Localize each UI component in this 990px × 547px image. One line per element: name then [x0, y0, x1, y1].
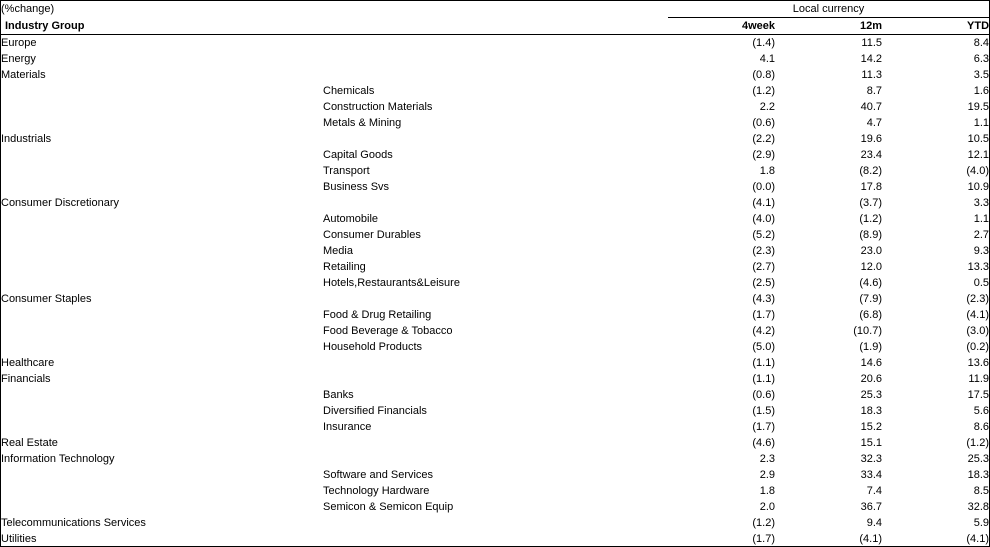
row-subgroup-label [323, 435, 668, 451]
row-value-12m: 12.0 [860, 261, 882, 273]
row-value-ytd: (2.3) [966, 293, 990, 305]
row-group-label: Healthcare [1, 357, 55, 369]
row-group-label [1, 163, 323, 179]
row-value-4week: (1.1) [752, 373, 775, 385]
row-group-label [1, 147, 323, 163]
table-row [1, 67, 990, 83]
row-value-ytd: 8.5 [973, 485, 990, 497]
row-value-4week: (1.7) [752, 421, 775, 433]
row-value-4week: 1.8 [759, 165, 775, 177]
row-value-ytd: 1.1 [973, 117, 990, 129]
row-subgroup-label [323, 451, 668, 467]
row-group-label: Information Technology [1, 453, 115, 465]
row-subgroup-label [323, 51, 668, 67]
row-group-label: Energy [1, 53, 36, 65]
row-subgroup-label: Metals & Mining [323, 117, 402, 129]
row-group-label [1, 243, 323, 259]
row-value-4week: (4.1) [752, 197, 775, 209]
row-subgroup-label: Chemicals [323, 85, 375, 97]
row-group-label: Consumer Discretionary [1, 197, 119, 209]
row-value-ytd: 18.3 [967, 469, 990, 481]
row-value-12m: 11.3 [861, 69, 882, 81]
row-group-label [1, 499, 323, 515]
row-subgroup-label [323, 35, 668, 52]
row-value-12m: 36.7 [860, 501, 882, 513]
table-row [1, 115, 990, 131]
row-value-12m: (10.7) [853, 325, 882, 337]
table-row [1, 307, 990, 323]
table-row [1, 419, 990, 435]
row-value-ytd: 10.5 [967, 133, 990, 145]
row-group-label [1, 339, 323, 355]
row-value-4week: (1.2) [752, 85, 775, 97]
row-value-12m: (3.7) [859, 197, 882, 209]
row-value-4week: 1.8 [759, 485, 775, 497]
row-value-ytd: 11.9 [968, 373, 990, 385]
table-row [1, 259, 990, 275]
table-row [1, 531, 990, 547]
row-subgroup-label [323, 291, 668, 307]
row-value-4week: (1.4) [752, 37, 775, 49]
row-group-label: Utilities [1, 531, 323, 547]
table-row [1, 387, 990, 403]
row-group-label [1, 275, 323, 291]
row-group-label [1, 83, 323, 99]
row-value-ytd: (4.1) [966, 309, 990, 321]
row-group-label: Industrials [1, 133, 52, 145]
row-value-4week: (1.7) [752, 309, 775, 321]
row-value-12m: 7.4 [866, 485, 882, 497]
row-value-12m: 15.1 [860, 437, 882, 449]
row-value-ytd: 3.5 [973, 69, 990, 81]
table-row [1, 147, 990, 163]
header-spacer [323, 1, 668, 18]
row-value-ytd: 9.3 [973, 245, 990, 257]
table-row [1, 499, 990, 515]
row-value-4week: (1.2) [752, 517, 775, 529]
table-row [1, 275, 990, 291]
row-subgroup-label: Household Products [323, 341, 423, 353]
row-value-12m: (4.1) [775, 531, 882, 547]
industry-group-label: Industry Group [1, 18, 323, 35]
row-subgroup-label [323, 531, 668, 547]
row-group-label [1, 307, 323, 323]
row-value-ytd: (3.0) [966, 325, 990, 337]
row-value-12m: (1.9) [859, 341, 882, 353]
row-value-ytd: 6.3 [973, 53, 990, 65]
row-subgroup-label: Consumer Durables [323, 229, 421, 241]
row-subgroup-label: Media [323, 245, 353, 257]
row-value-4week: (2.9) [752, 149, 775, 161]
row-value-4week: (4.2) [752, 325, 775, 337]
row-value-ytd: 32.8 [967, 501, 990, 513]
row-value-12m: 33.4 [860, 469, 882, 481]
units-label: (%change) [1, 3, 55, 16]
row-subgroup-label [323, 195, 668, 211]
table-row [1, 515, 990, 531]
row-value-12m: 23.0 [860, 245, 882, 257]
row-value-4week: 4.1 [759, 53, 775, 65]
header-row-units [1, 1, 990, 18]
row-value-ytd: 10.9 [967, 181, 990, 193]
table-row [1, 355, 990, 371]
row-group-label: Telecommunications Services [1, 517, 146, 529]
row-subgroup-label: Capital Goods [323, 149, 393, 161]
row-subgroup-label: Food & Drug Retailing [323, 309, 432, 321]
row-value-12m: 11.5 [861, 37, 882, 49]
header-row-columns [1, 18, 990, 35]
table-row [1, 211, 990, 227]
row-value-4week: (0.6) [752, 117, 775, 129]
column-header-12m: 12m [775, 18, 882, 35]
table-row [1, 339, 990, 355]
row-value-12m: (1.2) [859, 213, 882, 225]
row-value-ytd: 2.7 [973, 229, 990, 241]
table-row [1, 403, 990, 419]
row-value-4week: (1.1) [752, 357, 775, 369]
row-value-12m: 17.8 [860, 181, 882, 193]
row-value-ytd: 8.6 [973, 421, 990, 433]
table-row [1, 131, 990, 147]
row-group-label [1, 115, 323, 131]
row-value-ytd: (0.2) [966, 341, 990, 353]
row-subgroup-label: Construction Materials [323, 101, 433, 113]
row-value-4week: 2.9 [759, 469, 775, 481]
row-value-ytd: 3.3 [973, 197, 990, 209]
row-value-12m: 15.2 [860, 421, 882, 433]
row-value-12m: 40.7 [860, 101, 882, 113]
row-value-12m: 20.6 [860, 373, 882, 385]
table-row [1, 179, 990, 195]
row-subgroup-label [323, 67, 668, 83]
row-group-label [1, 483, 323, 499]
row-value-4week: 2.2 [759, 101, 775, 113]
row-value-12m: 8.7 [866, 85, 882, 97]
row-subgroup-label: Automobile [323, 213, 379, 225]
table-row [1, 435, 990, 451]
row-value-4week: (2.3) [752, 245, 775, 257]
table-row [1, 291, 990, 307]
row-subgroup-label: Diversified Financials [323, 405, 427, 417]
local-currency-label: Local currency [668, 1, 989, 18]
row-value-4week: (0.6) [752, 389, 775, 401]
row-value-4week: (2.7) [752, 261, 775, 273]
header-sub-spacer [323, 18, 668, 35]
row-value-ytd: 17.5 [967, 389, 990, 401]
row-value-12m: 14.6 [860, 357, 882, 369]
row-value-ytd: 5.6 [973, 405, 990, 417]
row-subgroup-label: Food Beverage & Tobacco [323, 325, 453, 337]
row-value-12m: 9.4 [866, 517, 882, 529]
table-row [1, 99, 990, 115]
table-row [1, 83, 990, 99]
row-group-label [1, 227, 323, 243]
table-row [1, 227, 990, 243]
row-value-12m: (8.9) [859, 229, 882, 241]
row-subgroup-label [323, 355, 668, 371]
row-subgroup-label: Software and Services [323, 469, 434, 481]
row-value-ytd: 13.6 [967, 357, 990, 369]
table-row [1, 163, 990, 179]
row-subgroup-label: Banks [323, 389, 354, 401]
row-value-ytd: 5.9 [973, 517, 990, 529]
row-subgroup-label: Semicon & Semicon Equip [323, 501, 454, 513]
row-group-label [1, 403, 323, 419]
table-row [1, 371, 990, 387]
row-value-12m: 19.6 [860, 133, 882, 145]
row-value-12m: (8.2) [859, 165, 882, 177]
row-group-label: Real Estate [1, 437, 58, 449]
row-value-12m: 32.3 [860, 453, 882, 465]
row-value-12m: 25.3 [860, 389, 882, 401]
column-header-4week: 4week [668, 18, 775, 35]
row-subgroup-label [323, 131, 668, 147]
row-value-4week: (2.2) [752, 133, 775, 145]
row-group-label [1, 99, 323, 115]
row-value-ytd: (1.2) [966, 437, 990, 449]
row-value-4week: (1.7) [668, 531, 775, 547]
row-subgroup-label [323, 515, 668, 531]
row-subgroup-label: Business Svs [323, 181, 390, 193]
performance-table [1, 1, 990, 547]
table-row [1, 451, 990, 467]
row-group-label: Consumer Staples [1, 293, 92, 305]
row-value-12m: (4.6) [859, 277, 882, 289]
row-subgroup-label: Hotels,Restaurants&Leisure [323, 277, 460, 289]
row-value-4week: 2.0 [759, 501, 775, 513]
row-value-ytd: 1.6 [973, 85, 990, 97]
row-subgroup-label: Technology Hardware [323, 485, 430, 497]
table-row [1, 323, 990, 339]
row-value-4week: (0.0) [752, 181, 775, 193]
row-value-ytd: (4.1) [882, 531, 989, 547]
row-value-ytd: 19.5 [967, 101, 990, 113]
table-row [1, 467, 990, 483]
table-row [1, 35, 990, 52]
row-group-label: Europe [1, 37, 37, 49]
row-group-label [1, 179, 323, 195]
row-group-label [1, 387, 323, 403]
row-group-label [1, 419, 323, 435]
row-value-4week: 2.3 [759, 453, 775, 465]
row-value-4week: (1.5) [752, 405, 775, 417]
row-value-4week: (2.5) [752, 277, 775, 289]
row-value-ytd: 8.4 [973, 37, 990, 49]
row-value-4week: (4.0) [752, 213, 775, 225]
row-value-4week: (4.3) [752, 293, 775, 305]
row-subgroup-label [323, 371, 668, 387]
row-group-label [1, 467, 323, 483]
row-group-label [1, 259, 323, 275]
row-group-label [1, 211, 323, 227]
row-value-12m: 23.4 [860, 149, 882, 161]
row-value-4week: (4.6) [752, 437, 775, 449]
row-group-label [1, 323, 323, 339]
row-value-ytd: 1.1 [973, 213, 990, 225]
row-value-12m: 18.3 [860, 405, 882, 417]
row-value-4week: (0.8) [752, 69, 775, 81]
row-value-ytd: 12.1 [967, 149, 990, 161]
table-row [1, 483, 990, 499]
table-body [1, 35, 990, 547]
table-row [1, 243, 990, 259]
row-value-ytd: 25.3 [967, 453, 990, 465]
row-group-label: Financials [1, 373, 51, 385]
row-value-12m: 4.7 [866, 117, 882, 129]
row-value-12m: 14.2 [860, 53, 882, 65]
row-subgroup-label: Retailing [323, 261, 366, 273]
row-value-12m: (6.8) [859, 309, 882, 321]
row-value-ytd: 0.5 [973, 277, 990, 289]
row-group-label: Materials [1, 69, 46, 81]
row-subgroup-label: Transport [323, 165, 370, 177]
row-value-4week: (5.0) [752, 341, 775, 353]
row-value-ytd: (4.0) [966, 165, 990, 177]
row-value-12m: (7.9) [859, 293, 882, 305]
row-value-4week: (5.2) [752, 229, 775, 241]
table-row [1, 51, 990, 67]
row-subgroup-label: Insurance [323, 421, 372, 433]
table-row [1, 195, 990, 211]
row-value-ytd: 13.3 [967, 261, 990, 273]
column-header-ytd: YTD [882, 18, 989, 35]
